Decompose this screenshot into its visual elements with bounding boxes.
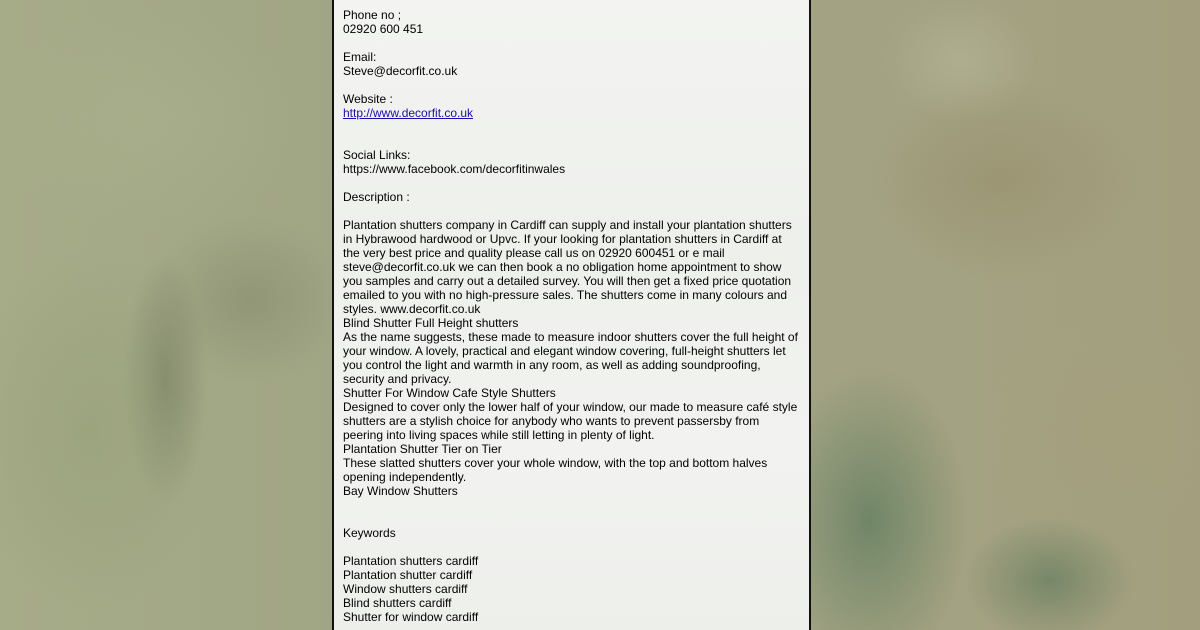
social-links-label: Social Links: xyxy=(343,148,411,162)
description-label: Description : xyxy=(343,190,410,204)
section-heading-bay-window: Bay Window Shutters xyxy=(343,484,458,498)
keyword-item: Blind shutters cardiff xyxy=(343,596,452,610)
section-text-tier-on-tier: These slatted shutters cover your whole window, with the top and bottom halves opening independently. xyxy=(343,456,768,484)
section-heading-full-height: Blind Shutter Full Height shutters xyxy=(343,316,519,330)
keywords-label: Keywords xyxy=(343,526,396,540)
section-heading-cafe-style: Shutter For Window Cafe Style Shutters xyxy=(343,386,556,400)
website-label: Website : xyxy=(343,92,393,106)
description-intro: Plantation shutters company in Cardiff can supply and install your plantation shutters in Hybrawood hardwood or Upvc. If your looking for plantation shutters in Cardiff at the very best price and quality please call us on 02920 600451 or e mail steve@decorfit.co.uk we can then book a no obligation home appointment to show you samples and carry out a detailed survey. You will then get a fixed price quotation emailed to you with no high-pressure sales. The shutters come in many colours and styles. www.decorfit.co.uk xyxy=(343,218,792,316)
social-links-value: https://www.facebook.com/decorfitinwales xyxy=(343,162,566,176)
email-value: Steve@decorfit.co.uk xyxy=(343,64,458,78)
email-label: Email: xyxy=(343,50,377,64)
keyword-item: Plantation shutters cardiff xyxy=(343,554,479,568)
keyword-item: Shutter for window cardiff xyxy=(343,610,479,624)
section-text-cafe-style: Designed to cover only the lower half of your window, our made to measure café style shutters are a stylish choice for anybody who wants to prevent passersby from peering into living spaces while still letting in plenty of light. xyxy=(343,400,798,442)
keyword-item: Plantation shutter cardiff xyxy=(343,568,473,582)
section-heading-tier-on-tier: Plantation Shutter Tier on Tier xyxy=(343,442,502,456)
phone-label: Phone no ; xyxy=(343,8,402,22)
phone-value: 02920 600 451 xyxy=(343,22,424,36)
keyword-item: Window shutters cardiff xyxy=(343,582,468,596)
section-text-full-height: As the name suggests, these made to measure indoor shutters cover the full height of your window. A lovely, practical and elegant window covering, full-height shutters let you control the light and warmth in any room, as well as adding soundproofing, security and privacy. xyxy=(343,330,798,386)
website-link[interactable]: http://www.decorfit.co.uk xyxy=(343,106,474,120)
listing-content-panel xyxy=(332,0,811,630)
